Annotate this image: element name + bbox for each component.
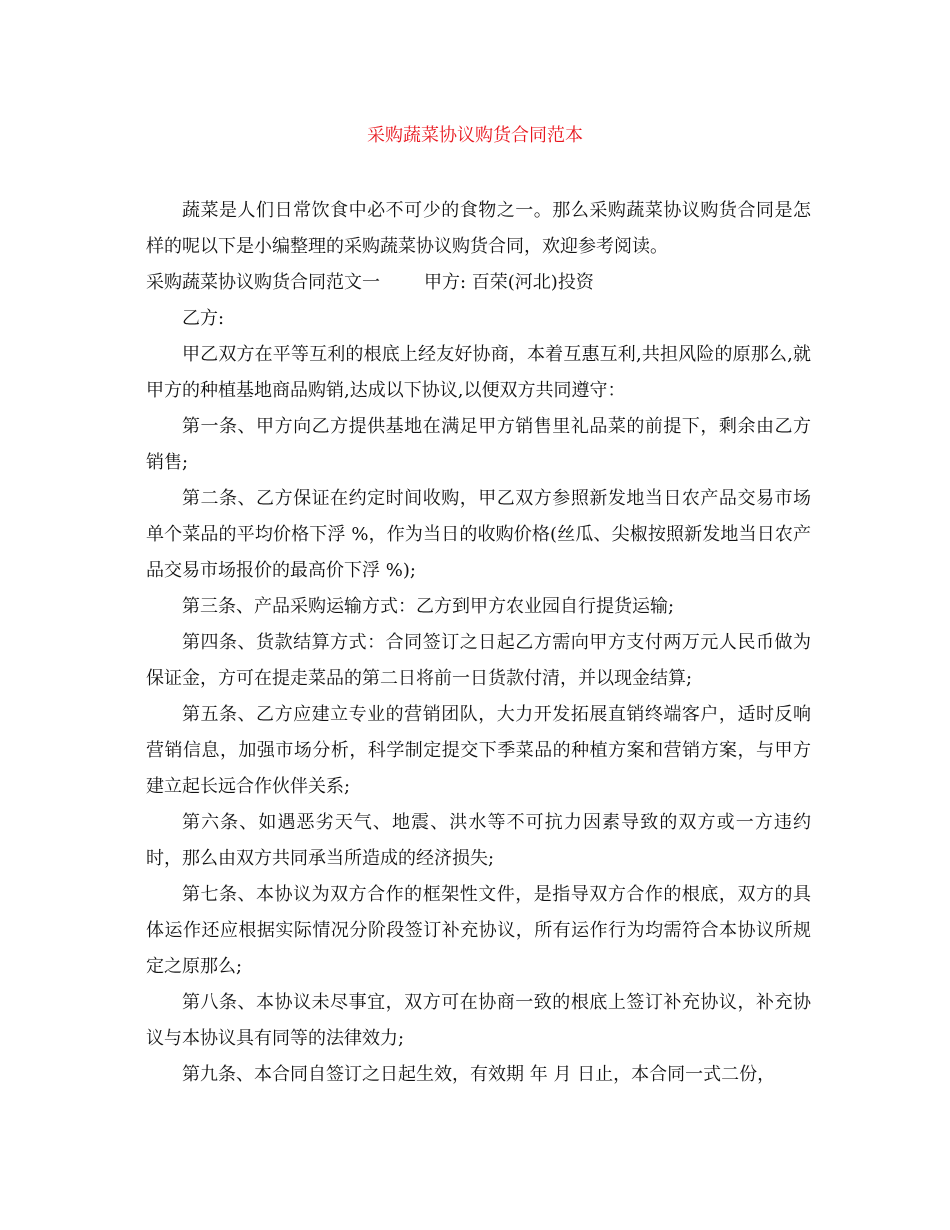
sample-heading-line [146,265,811,301]
article-1: 第一条、甲方向乙方提供基地在满足甲方销售里礼品菜的前提下，剩余由乙方销售; [146,416,811,473]
article-6: 第六条、如遇恶劣天气、地震、洪水等不可抗力因素导致的双方或一方违约时，那么由双方共同承当所造成的经济损失; [146,812,811,869]
article-7: 第七条、本协议为双方合作的框架性文件，是指导双方合作的根底，双方的具体运作还应根据实际情况分阶段签订补充协议，所有运作行为均需符合本协议所规定之原那么; [146,884,811,977]
article-9: 第九条、本合同自签订之日起生效，有效期 年 月 日止，本合同一式二份， [182,1064,776,1085]
article-4: 第四条、货款结算方式：合同签订之日起乙方需向甲方支付两万元人民币做为保证金，方可在提走菜品的第二日将前一日货款付清，并以现金结算; [146,632,811,689]
intro-paragraph: 蔬菜是人们日常饮食中必不可少的食物之一。那么采购蔬菜协议购货合同是怎样的呢以下是小编整理的采购蔬菜协议购货合同，欢迎参考阅读。 [146,200,811,257]
sample-heading: 采购蔬菜协议购货合同范文一 [146,272,380,293]
document-title: 采购蔬菜协议购货合同范本 [367,125,583,146]
party-b: 乙方: [182,308,225,329]
article-8: 第八条、本协议未尽事宜，双方可在协商一致的根底上签订补充协议，补充协议与本协议具有同等的法律效力; [146,992,811,1049]
document-body [146,193,811,1093]
article-2: 第二条、乙方保证在约定时间收购，甲乙双方参照新发地当日农产品交易市场单个菜品的平均价格下浮 %，作为当日的收购价格(丝瓜、尖椒按照新发地当日农产品交易市场报价的最高价下浮 %); [146,488,811,581]
preamble-paragraph: 甲乙双方在平等互利的根底上经友好协商，本着互惠互利,共担风险的原那么,就甲方的种植基地商品购销,达成以下协议,以便双方共同遵守： [146,344,811,401]
article-3: 第三条、产品采购运输方式：乙方到甲方农业园自行提货运输; [182,596,675,617]
party-a: 甲方: 百荣(河北)投资 [424,272,594,293]
article-5: 第五条、乙方应建立专业的营销团队，大力开发拓展直销终端客户，适时反响营销信息，加强市场分析，科学制定提交下季菜品的种植方案和营销方案，与甲方建立起长远合作伙伴关系; [146,704,811,797]
